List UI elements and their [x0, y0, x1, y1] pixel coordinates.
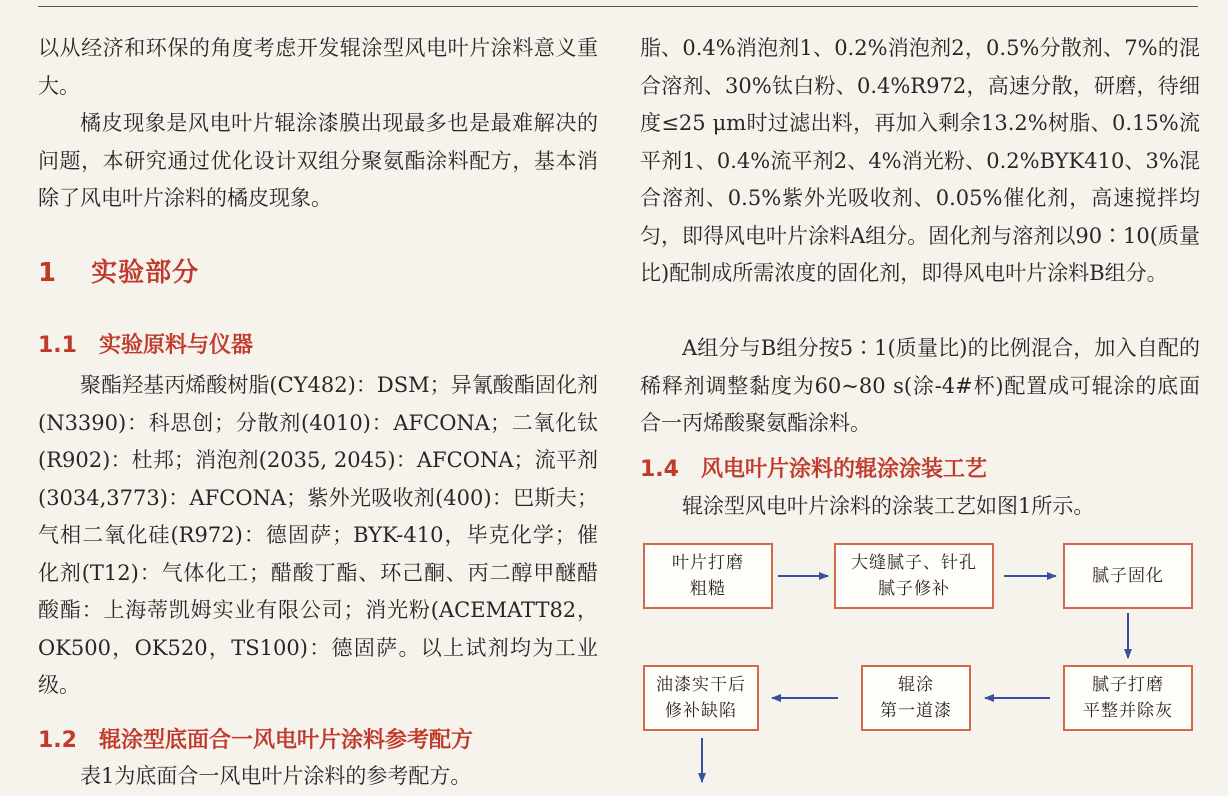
paragraph-continuation: 以从经济和环保的角度考虑开发辊涂型风电叶片涂料意义重大。	[38, 36, 598, 98]
subsection-number: 1.4	[640, 457, 679, 482]
flow-box-putty-repair: 大缝腻子、针孔 腻子修补	[834, 543, 994, 609]
flow-box-defect-repair: 油漆实干后 修补缺陷	[643, 665, 759, 731]
flow-box-roll-first-coat: 辊涂 第一道漆	[861, 665, 971, 731]
section-title: 实验部分	[91, 258, 200, 288]
paragraph-table-ref: 表1为底面合一风电叶片涂料的参考配方。	[80, 764, 472, 788]
paragraph-formulation: 脂、0.4%消泡剂1、0.2%消泡剂2，0.5%分散剂、7%的混合溶剂、30%钛白粉、0.4%R972，高速分散，研磨，待细度≤25 μm时过滤出料，再加入剩余13.2%树脂、0.15%流平剂1、0.4%流平剂2、4%消光粉、0.2%BYK410、3%混合溶剂、0.5%紫外光吸收剂、0.05%催化剂，高速搅拌均匀，即得风电叶片涂料A组分。固化剂与溶剂以90∶10(质量比)配制成所需浓度的固化剂，即得风电叶片涂料B组分。	[640, 36, 1200, 285]
paragraph-mixing: A组分与B组分按5∶1(质量比)的比例混合，加入自配的稀释剂调整黏度为60~80 s(涂-4#杯)配置成可辊涂的底面合一丙烯酸聚氨酯涂料。	[640, 336, 1200, 435]
subsection-title: 实验原料与仪器	[98, 333, 253, 358]
flow-box-blade-sanding: 叶片打磨 粗糙	[643, 543, 773, 609]
paragraph-materials: 聚酯羟基丙烯酸树脂(CY482)：DSM；异氰酸酯固化剂(N3390)：科思创；分散剂(4010)：AFCONA；二氧化钛(R902)：杜邦；消泡剂(2035, 2045)：AFCONA；流平剂(3034,3773)：AFCONA；紫外光吸收剂(400)：巴斯夫；气相二氧化硅(R972)：德固萨；BYK-410，毕克化学；催化剂(T12)：气体化工；醋酸丁酯、环己酮、丙二醇甲醚醋酸酯：上海蒂凯姆实业有限公司；消光粉(ACEMATT82，OK500，OK520，TS100)：德固萨。以上试剂均为工业级。	[38, 373, 598, 697]
flow-box-putty-sanding: 腻子打磨 平整并除灰	[1063, 665, 1193, 731]
subsection-title: 风电叶片涂料的辊涂涂装工艺	[700, 457, 987, 482]
paragraph-figure-ref: 辊涂型风电叶片涂料的涂装工艺如图1所示。	[682, 494, 1095, 518]
subsection-number: 1.2	[38, 728, 77, 753]
section-number: 1	[38, 258, 58, 288]
subsection-number: 1.1	[38, 333, 77, 358]
paragraph-orange-peel: 橘皮现象是风电叶片辊涂漆膜出现最多也是最难解决的问题，本研究通过优化设计双组分聚氨酯涂料配方，基本消除了风电叶片涂料的橘皮现象。	[38, 111, 598, 210]
subsection-title: 辊涂型底面合一风电叶片涂料参考配方	[98, 728, 473, 753]
flow-box-putty-curing: 腻子固化	[1063, 543, 1193, 609]
